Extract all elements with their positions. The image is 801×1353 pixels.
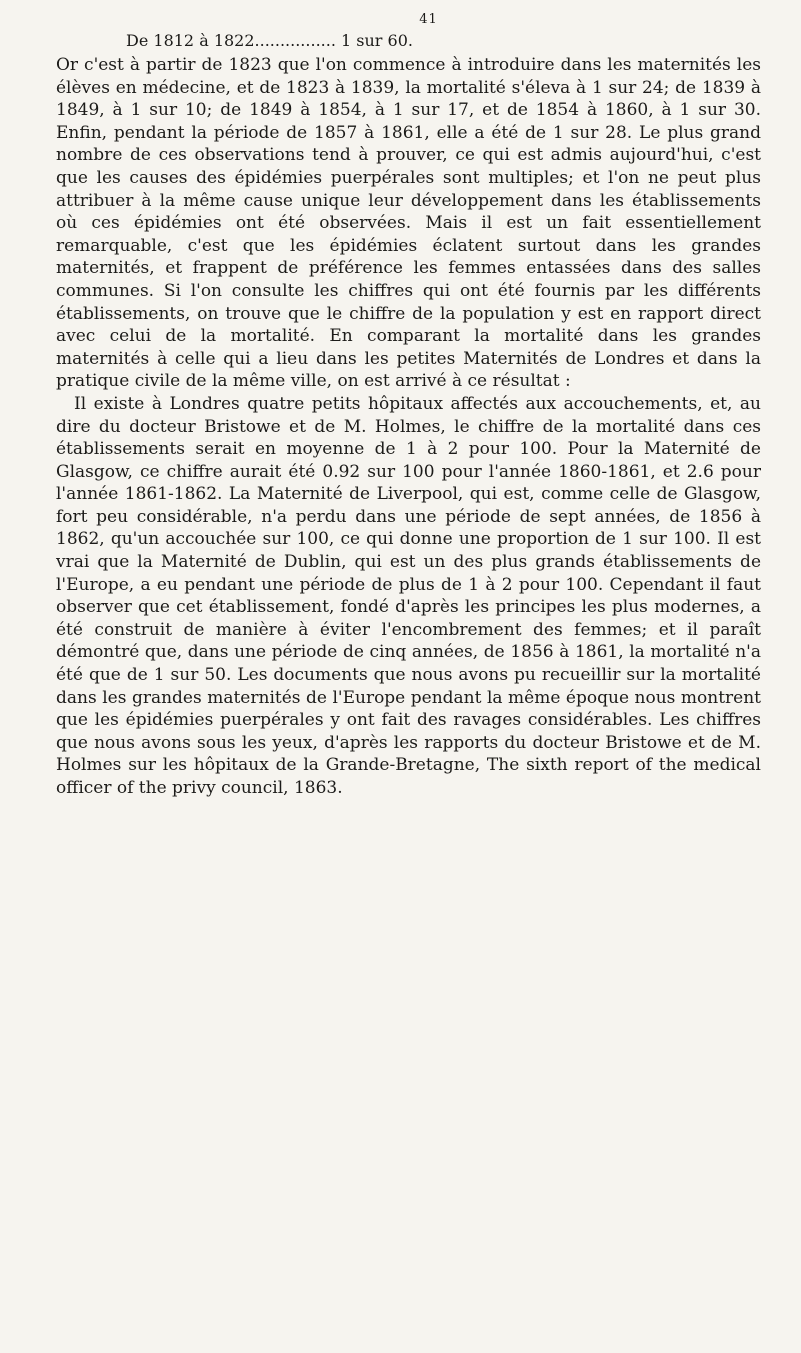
paragraph-london-maternities: Il existe à Londres quatre petits hôpitaux affectés aux accouchements, et, au dire du docteur Bristowe et de M. Holmes, le chiffre de la mortalité dans ces établissements serait en moyenne de 1 à 2 pour 100. Pour la Maternité de Glasgow, ce chiffre aurait été 0.92 sur 100 pour l'année 1860-1861, et 2.6 pour l'année 1861-1862. La Maternité de Liverpool, qui est, comme celle de Glasgow, fort peu considérable, n'a perdu dans une période de sept années, de 1856 à 1862, qu'un accouchée sur 100, ce qui donne une proportion de 1 sur 100. Il est vrai que la Maternité de Dublin, qui est un des plus grands établissements de l'Europe, a eu pendant une période de plus de 1 à 2 pour 100. Cependant il faut observer que cet établissement, fondé d'après les principes les plus modernes, a été construit de manière à éviter l'encombrement des femmes; et il paraît démontré que, dans une période de cinq années, de 1856 à 1861, la mortalité n'a été que de 1 sur 50. Les documents que nous avons pu recueillir sur la mortalité dans les grandes maternités de l'Europe pendant la même époque nous montrent que les épidémies puerpérales y ont fait des ravages considérables. Les chiffres que nous avons sous les yeux, d'après les rapports du docteur Bristowe et de M. Holmes sur les hôpitaux de la Grande-Bretagne, The sixth report of the medical officer of the privy council, 1863. <box>56 393 761 798</box>
page-number: 41 <box>419 12 438 27</box>
body-text <box>56 54 761 800</box>
section-heading: De 1812 à 1822................ 1 sur 60. <box>126 31 413 50</box>
paragraph-continued: Or c'est à partir de 1823 que l'on commence à introduire dans les maternités les élèves en médecine, et de 1823 à 1839, la mortalité s'éleva à 1 sur 24; de 1839 à 1849, à 1 sur 10; de 1849 à 1854, à 1 sur 17, et de 1854 à 1860, à 1 sur 30. Enfin, pendant la période de 1857 à 1861, elle a été de 1 sur 28. Le plus grand nombre de ces observations tend à prouver, ce qui est admis aujourd'hui, c'est que les causes des épidémies puerpérales sont multiples; et l'on ne peut plus attribuer à la même cause unique leur développement dans les établissements où ces épidémies ont été observées. Mais il est un fait essentiellement remarquable, c'est que les épidémies éclatent surtout dans les grandes maternités, et frappent de préférence les femmes entassées dans des salles communes. Si l'on consulte les chiffres qui ont été fournis par les différents établissements, on trouve que le chiffre de la population y est en rapport direct avec celui de la mortalité. En comparant la mortalité dans les grandes maternités à celle qui a lieu dans les petites Maternités de Londres et dans la pratique civile de la même ville, on est arrivé à ce résultat : <box>56 55 761 392</box>
